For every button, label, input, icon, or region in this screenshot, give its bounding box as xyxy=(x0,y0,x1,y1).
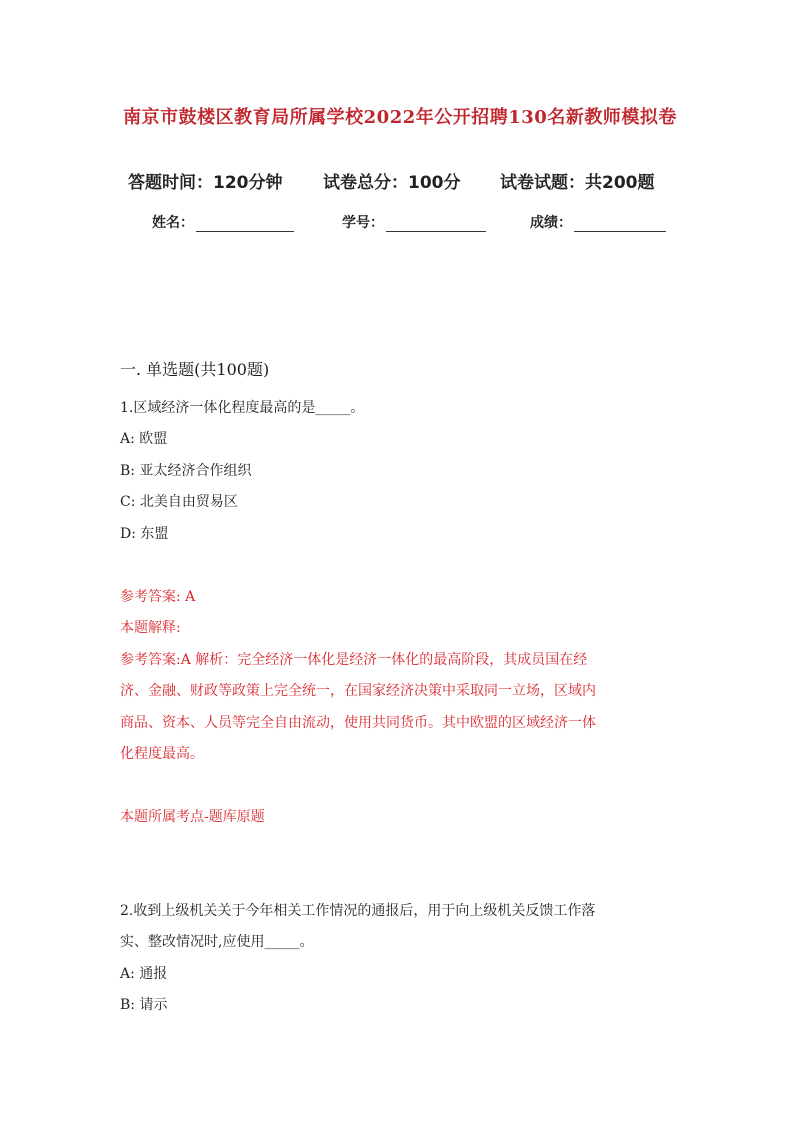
total-score: 试卷总分：100分 xyxy=(323,173,461,193)
question-1-stem: 1.区域经济一体化程度最高的是_____。 xyxy=(120,400,365,416)
score-label: 成绩： xyxy=(530,215,572,231)
student-id-label: 学号： xyxy=(342,215,384,231)
question-1-option-a: A: 欧盟 xyxy=(120,431,168,447)
name-label: 姓名： xyxy=(152,215,194,231)
question-1-explanation-line: 化程度最高。 xyxy=(120,746,204,762)
question-1-explanation-line: 济、金融、财政等政策上完全统一，在国家经济决策中采取同一立场，区域内 xyxy=(120,683,596,699)
question-1-option-b: B: 亚太经济合作组织 xyxy=(120,463,252,479)
question-1-explanation-line: 商品、资本、人员等完全自由流动，使用共同货币。其中欧盟的区域经济一体 xyxy=(120,715,596,731)
question-2-stem-line: 实、整改情况时,应使用_____。 xyxy=(120,934,314,950)
question-1-option-c: C: 北美自由贸易区 xyxy=(120,494,238,510)
score-blank xyxy=(574,215,666,232)
question-1-source: 本题所属考点-题库原题 xyxy=(120,809,265,825)
question-2-option-a: A: 通报 xyxy=(120,966,168,982)
question-1-explain-label: 本题解释: xyxy=(120,620,181,636)
section-title: 一. 单选题(共100题) xyxy=(120,360,270,379)
exam-time: 答题时间：120分钟 xyxy=(128,173,283,193)
student-id-field xyxy=(342,212,486,232)
student-id-blank xyxy=(386,215,486,232)
document-title: 南京市鼓楼区教育局所属学校2022年公开招聘130名新教师模拟卷 xyxy=(123,107,677,128)
name-field xyxy=(152,212,294,232)
score-field xyxy=(530,212,666,232)
question-2-stem-line: 2.收到上级机关关于今年相关工作情况的通报后，用于向上级机关反馈工作落 xyxy=(120,903,596,919)
question-1-explanation-line: 参考答案:A 解析：完全经济一体化是经济一体化的最高阶段，其成员国在经 xyxy=(120,652,588,668)
question-1-option-d: D: 东盟 xyxy=(120,526,169,542)
question-1-answer: 参考答案: A xyxy=(120,589,196,605)
question-2-option-b: B: 请示 xyxy=(120,997,168,1013)
total-questions: 试卷试题：共200题 xyxy=(500,173,655,193)
name-blank xyxy=(196,215,294,232)
